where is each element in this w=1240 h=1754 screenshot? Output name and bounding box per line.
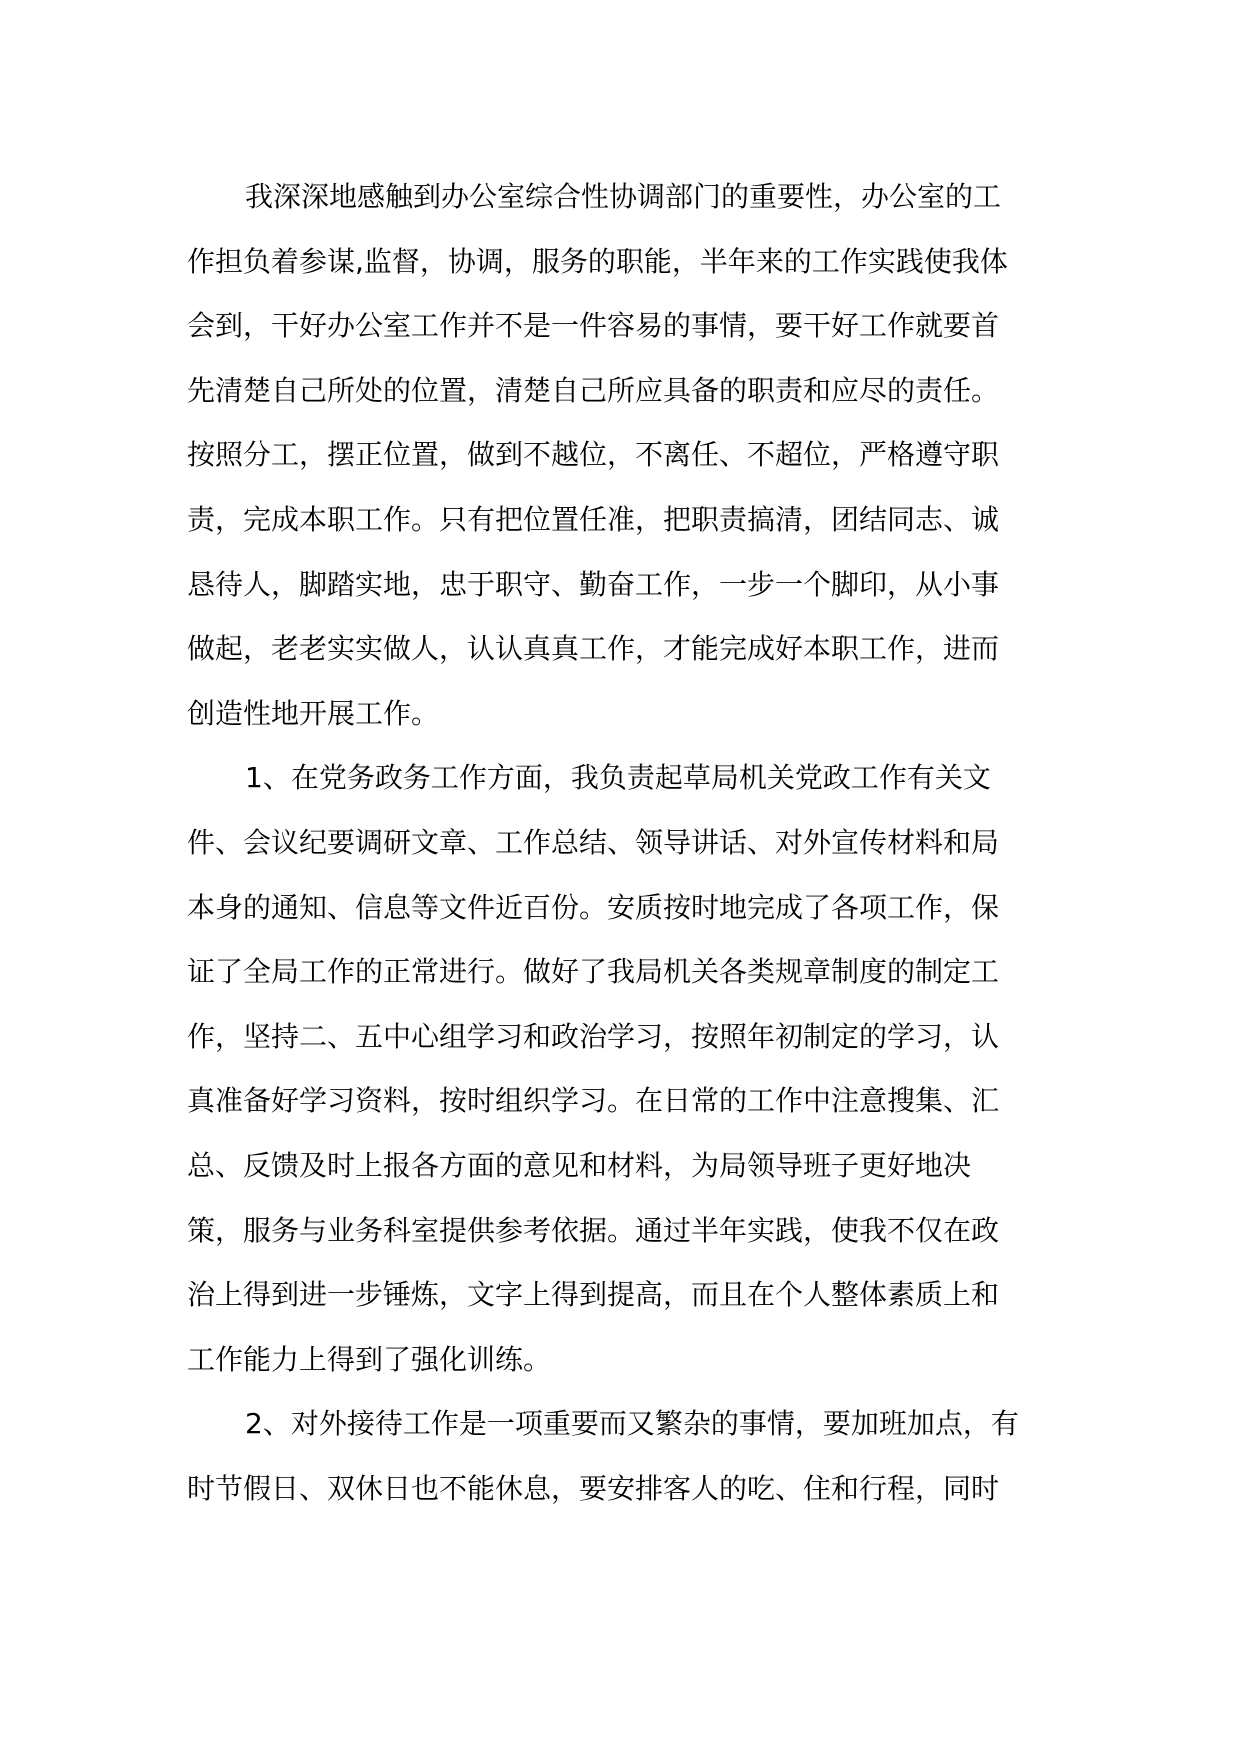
paragraph-1-line-4: 先清楚自己所处的位置，清楚自己所应具备的职责和应尽的责任。 (187, 373, 1000, 407)
paragraph-1-line-9: 创造性地开展工作。 (187, 696, 440, 730)
paragraph-3-line-2: 时节假日、双休日也不能休息，要安排客人的吃、住和行程，同时 (187, 1471, 1000, 1505)
paragraph-1-line-2: 作担负着参谋,监督，协调，服务的职能，半年来的工作实践使我体 (187, 244, 1008, 278)
paragraph-1-line-6: 责，完成本职工作。只有把位置任准，把职责搞清，团结同志、诚 (187, 502, 1000, 536)
paragraph-1-line-8: 做起，老老实实做人，认认真真工作，才能完成好本职工作，进而 (187, 632, 1000, 666)
paragraph-2-line-2: 件、会议纪要调研文章、工作总结、领导讲话、对外宣传材料和局 (187, 825, 1000, 859)
paragraph-3-line-1: 2、对外接待工作是一项重要而又繁杂的事情，要加班加点，有 (245, 1407, 1019, 1441)
paragraph-2-line-7: 总、反馈及时上报各方面的意见和材料，为局领导班子更好地决 (187, 1148, 972, 1182)
paragraph-2-line-8: 策，服务与业务科室提供参考依据。通过半年实践，使我不仅在政 (187, 1213, 1000, 1247)
paragraph-2-line-5: 作，坚持二、五中心组学习和政治学习，按照年初制定的学习，认 (187, 1019, 1000, 1053)
paragraph-1-line-7: 恳待人，脚踏实地，忠于职守、勤奋工作，一步一个脚印，从小事 (187, 567, 1000, 601)
paragraph-2-line-3: 本身的通知、信息等文件近百份。安质按时地完成了各项工作，保 (187, 890, 1000, 924)
paragraph-2-line-10: 工作能力上得到了强化训练。 (187, 1342, 552, 1376)
paragraph-1-line-5: 按照分工，摆正位置，做到不越位，不离任、不超位，严格遵守职 (187, 438, 1000, 472)
paragraph-2-line-4: 证了全局工作的正常进行。做好了我局机关各类规章制度的制定工 (187, 955, 1000, 989)
document-body (187, 165, 1053, 1521)
paragraph-1-line-3: 会到，干好办公室工作并不是一件容易的事情，要干好工作就要首 (187, 309, 1000, 343)
paragraph-1-line-1: 我深深地感触到办公室综合性协调部门的重要性，办公室的工 (245, 180, 1002, 213)
paragraph-2-line-9: 治上得到进一步锤炼，文字上得到提高，而且在个人整体素质上和 (187, 1278, 1000, 1312)
paragraph-2-line-6: 真准备好学习资料，按时组织学习。在日常的工作中注意搜集、汇 (187, 1084, 1000, 1118)
paragraph-2-line-1: 1、在党务政务工作方面，我负责起草局机关党政工作有关文 (245, 761, 991, 795)
